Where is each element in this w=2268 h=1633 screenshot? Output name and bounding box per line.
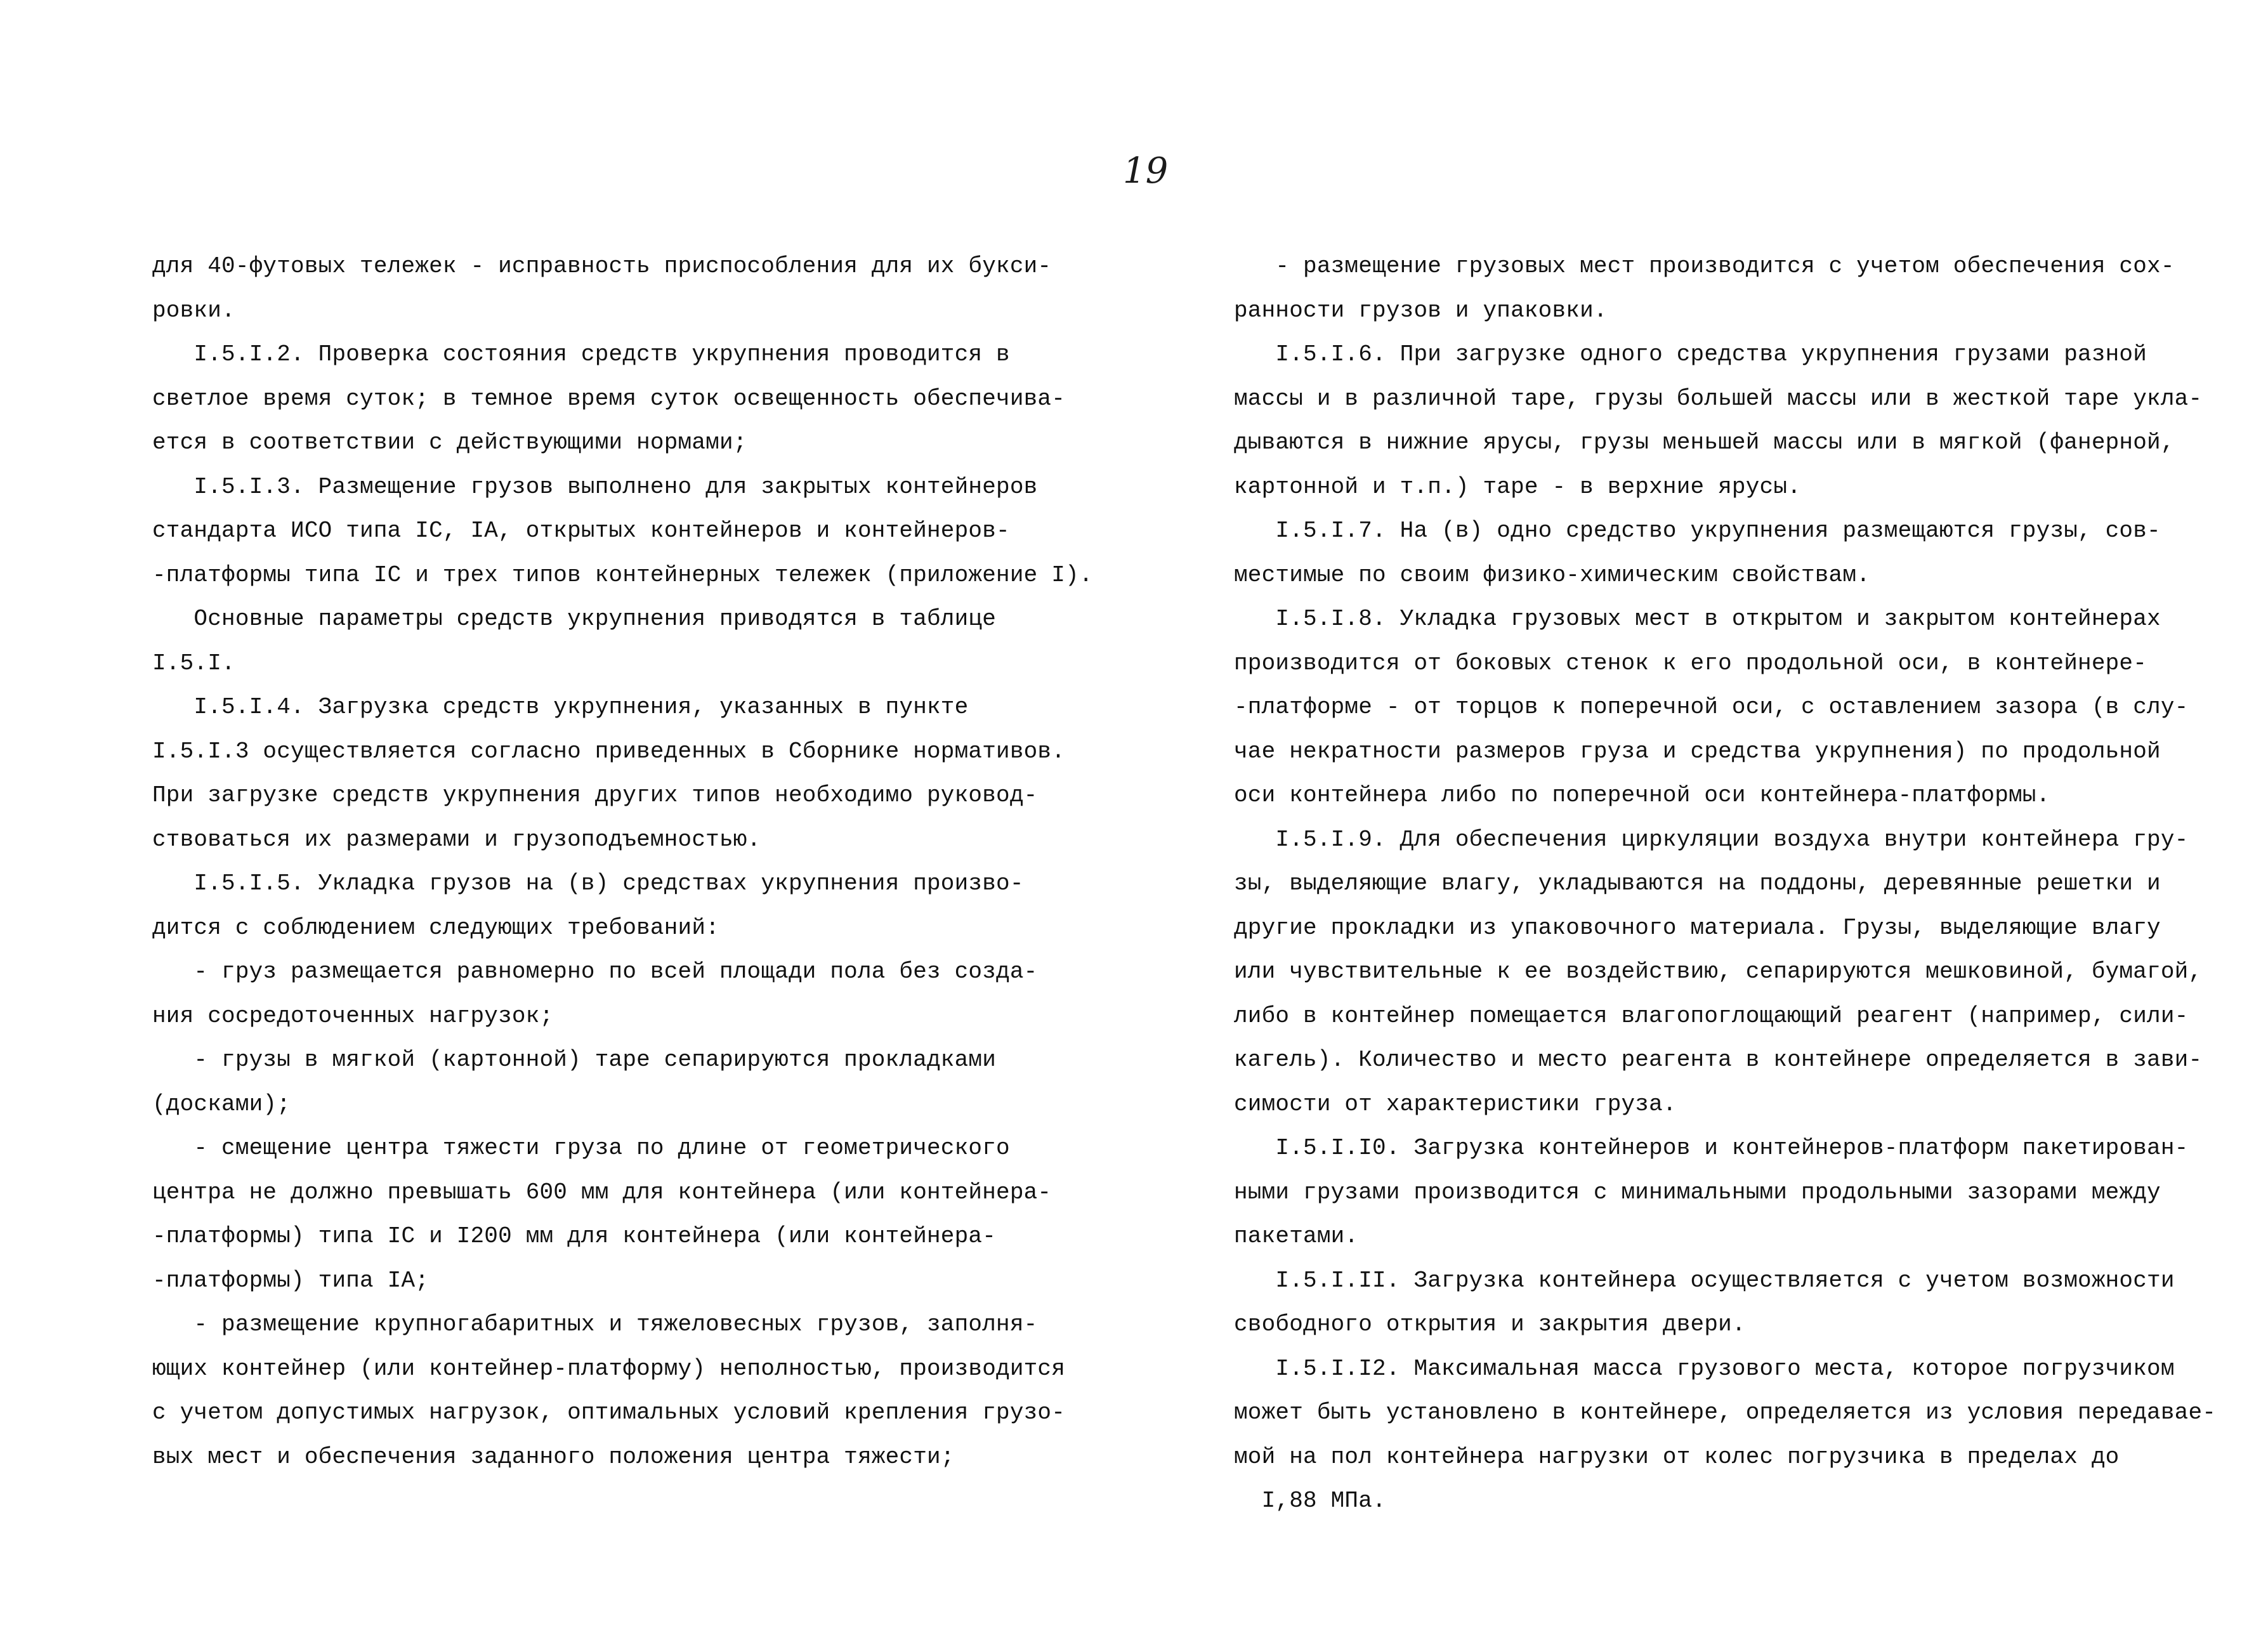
text-line: При загрузке средств укрупнения других типов необходимо руковод-: [152, 782, 1038, 808]
text-line: - груз размещается равномерно по всей площади пола без созда-: [152, 959, 1038, 985]
text-line: чае некратности размеров груза и средства укрупнения) по продольной: [1234, 738, 2161, 764]
text-line: производится от боковых стенок к его продольной оси, в контейнере-: [1234, 650, 2147, 676]
text-line: другие прокладки из упаковочного материала. Грузы, выделяющие влагу: [1234, 914, 2161, 941]
text-line: I.5.I.3. Размещение грузов выполнено для закрытых контейнеров: [152, 473, 1038, 500]
text-line: I.5.I.8. Укладка грузовых мест в открытом и закрытом контейнерах: [1234, 606, 2161, 632]
text-line: дываются в нижние ярусы, грузы меньшей массы или в мягкой (фанерной,: [1234, 430, 2175, 456]
text-line: - смещение центра тяжести груза по длине от геометрического: [152, 1135, 1010, 1161]
left-column-text: [152, 244, 1218, 1479]
text-line: I.5.I.II. Загрузка контейнера осуществляется с учетом возможности: [1234, 1267, 2175, 1294]
text-line: пакетами.: [1234, 1223, 1359, 1249]
text-line: I,88 МПа.: [1234, 1488, 1386, 1514]
text-line: кагель). Количество и место реагента в контейнере определяется в зави-: [1234, 1047, 2203, 1073]
text-line: ния сосредоточенных нагрузок;: [152, 1002, 554, 1029]
text-line: I.5.I.I0. Загрузка контейнеров и контейнеров-платформ пакетирован-: [1234, 1135, 2189, 1161]
text-line: ными грузами производится с минимальными продольными зазорами между: [1234, 1179, 2161, 1205]
text-line: I.5.I.3 осуществляется согласно приведенных в Сборнике нормативов.: [152, 738, 1066, 764]
text-line: -платформе - от торцов к поперечной оси, с оставлением зазора (в слу-: [1234, 694, 2189, 720]
text-line: Основные параметры средств укрупнения приводятся в таблице: [152, 606, 997, 632]
text-line: массы и в различной таре, грузы большей массы или в жесткой таре укла-: [1234, 385, 2203, 412]
text-line: оси контейнера либо по поперечной оси контейнера-платформы.: [1234, 782, 2050, 808]
text-line: светлое время суток; в темное время суток освещенность обеспечива-: [152, 385, 1066, 412]
text-line: -платформы типа IC и трех типов контейнерных тележек (приложение I).: [152, 561, 1093, 588]
text-line: дится с соблюдением следующих требований:: [152, 914, 719, 941]
text-line: симости от характеристики груза.: [1234, 1091, 1677, 1117]
text-line: может быть установлено в контейнере, определяется из условия передавае-: [1234, 1400, 2217, 1426]
text-line: вых мест и обеспечения заданного положения центра тяжести;: [152, 1443, 955, 1470]
text-line: ющих контейнер (или контейнер-платформу) неполностью, производится: [152, 1355, 1066, 1382]
right-column-text: [1234, 244, 2268, 1523]
text-line: -платформы) типа IC и I200 мм для контейнера (или контейнера-: [152, 1223, 997, 1249]
text-line: I.5.I.I2. Максимальная масса грузового места, которое погрузчиком: [1234, 1355, 2175, 1382]
text-line: -платформы) типа IA;: [152, 1267, 429, 1294]
text-line: стандарта ИСО типа IC, IA, открытых контейнеров и контейнеров-: [152, 518, 1010, 544]
text-line: мой на пол контейнера нагрузки от колес погрузчика в пределах до: [1234, 1443, 2120, 1470]
text-line: I.5.I.5. Укладка грузов на (в) средствах укрупнения произво-: [152, 870, 1024, 896]
text-line: I.5.I.4. Загрузка средств укрупнения, указанных в пункте: [152, 694, 969, 720]
text-line: I.5.I.: [152, 650, 235, 676]
text-line: или чувствительные к ее воздействию, сепарируются мешковиной, бумагой,: [1234, 959, 2203, 985]
text-line: - размещение грузовых мест производится с учетом обеспечения сох-: [1234, 253, 2175, 279]
text-line: зы, выделяющие влагу, укладываются на поддоны, деревянные решетки и: [1234, 870, 2161, 896]
page-number: 19: [1123, 150, 1169, 192]
text-line: свободного открытия и закрытия двери.: [1234, 1311, 1746, 1337]
text-line: I.5.I.9. Для обеспечения циркуляции воздуха внутри контейнера гру-: [1234, 826, 2189, 853]
text-line: картонной и т.п.) таре - в верхние ярусы.: [1234, 473, 1801, 500]
text-line: I.5.I.6. При загрузке одного средства укрупнения грузами разной: [1234, 341, 2147, 367]
text-line: - грузы в мягкой (картонной) таре сепарируются прокладками: [152, 1047, 997, 1073]
text-line: ствоваться их размерами и грузоподъемностью.: [152, 826, 761, 853]
text-line: I.5.I.7. На (в) одно средство укрупнения размещаются грузы, сов-: [1234, 518, 2161, 544]
text-line: местимые по своим физико-химическим свойствам.: [1234, 561, 1870, 588]
text-line: для 40-футовых тележек - исправность приспособления для их букси-: [152, 253, 1052, 279]
text-line: (досками);: [152, 1091, 291, 1117]
text-line: центра не должно превышать 600 мм для контейнера (или контейнера-: [152, 1179, 1052, 1205]
text-line: ровки.: [152, 297, 235, 324]
text-line: либо в контейнер помещается влагопоглощающий реагент (например, сили-: [1234, 1002, 2189, 1029]
text-line: с учетом допустимых нагрузок, оптимальных условий крепления грузо-: [152, 1400, 1066, 1426]
text-line: I.5.I.2. Проверка состояния средств укрупнения проводится в: [152, 341, 1010, 367]
text-line: ранности грузов и упаковки.: [1234, 297, 1608, 324]
text-line: - размещение крупногабаритных и тяжеловесных грузов, заполня-: [152, 1311, 1038, 1337]
text-line: ется в соответствии с действующими нормами;: [152, 430, 747, 456]
